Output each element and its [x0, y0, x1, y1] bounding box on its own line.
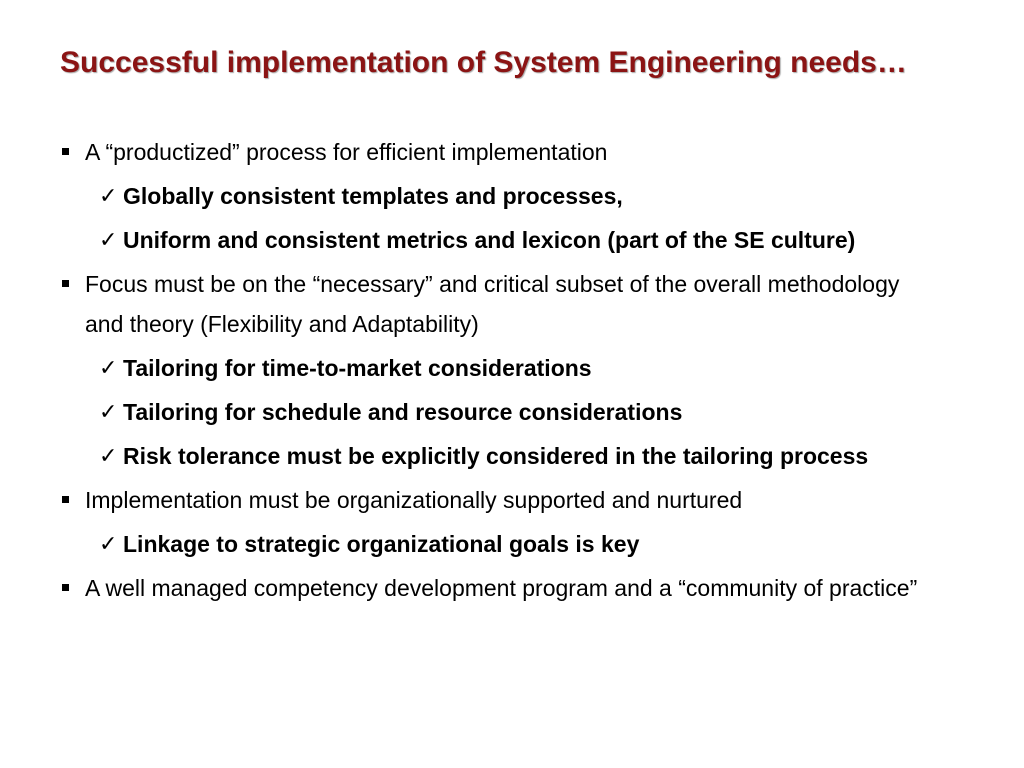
- sub-bullet-text: Tailoring for time-to-market considerations: [123, 355, 592, 381]
- square-bullet-icon: [62, 568, 69, 591]
- slide-title: Successful implementation of System Engineering needs…: [60, 46, 907, 79]
- checkmark-icon: ✓: [99, 443, 118, 468]
- bullet-list: [0, 132, 1024, 612]
- bullet-item: [0, 480, 935, 520]
- bullet-text: Focus must be on the “necessary” and critical subset of the overall methodology and theory (Flexibility and Adaptability): [85, 271, 900, 337]
- bullet-item: [0, 264, 935, 344]
- sub-bullet-text: Tailoring for schedule and resource considerations: [123, 399, 683, 425]
- sub-bullet-text: Linkage to strategic organizational goals is key: [123, 531, 640, 557]
- square-bullet-icon: [62, 132, 69, 155]
- checkmark-icon: ✓: [99, 531, 118, 556]
- sub-bullet-text: Risk tolerance must be explicitly considered in the tailoring process: [123, 443, 869, 469]
- sub-bullet-text: Globally consistent templates and processes,: [123, 183, 623, 209]
- sub-bullet-item: [0, 348, 933, 388]
- checkmark-icon: ✓: [99, 399, 118, 424]
- sub-bullet-text: Uniform and consistent metrics and lexicon (part of the SE culture): [123, 227, 856, 253]
- sub-bullet-item: [0, 436, 933, 476]
- sub-bullet-item: [0, 524, 933, 564]
- sub-bullet-item: [0, 220, 933, 260]
- checkmark-icon: ✓: [99, 227, 118, 252]
- bullet-text: Implementation must be organizationally supported and nurtured: [85, 487, 743, 513]
- sub-bullet-item: [0, 392, 933, 432]
- checkmark-icon: ✓: [99, 183, 118, 208]
- square-bullet-icon: [62, 264, 69, 287]
- checkmark-icon: ✓: [99, 355, 118, 380]
- square-bullet-icon: [62, 480, 69, 503]
- bullet-item: [0, 568, 935, 608]
- sub-bullet-item: [0, 176, 933, 216]
- bullet-text: A “productized” process for efficient implementation: [85, 139, 608, 165]
- bullet-text: A well managed competency development program and a “community of practice”: [85, 575, 918, 601]
- bullet-item: [0, 132, 935, 172]
